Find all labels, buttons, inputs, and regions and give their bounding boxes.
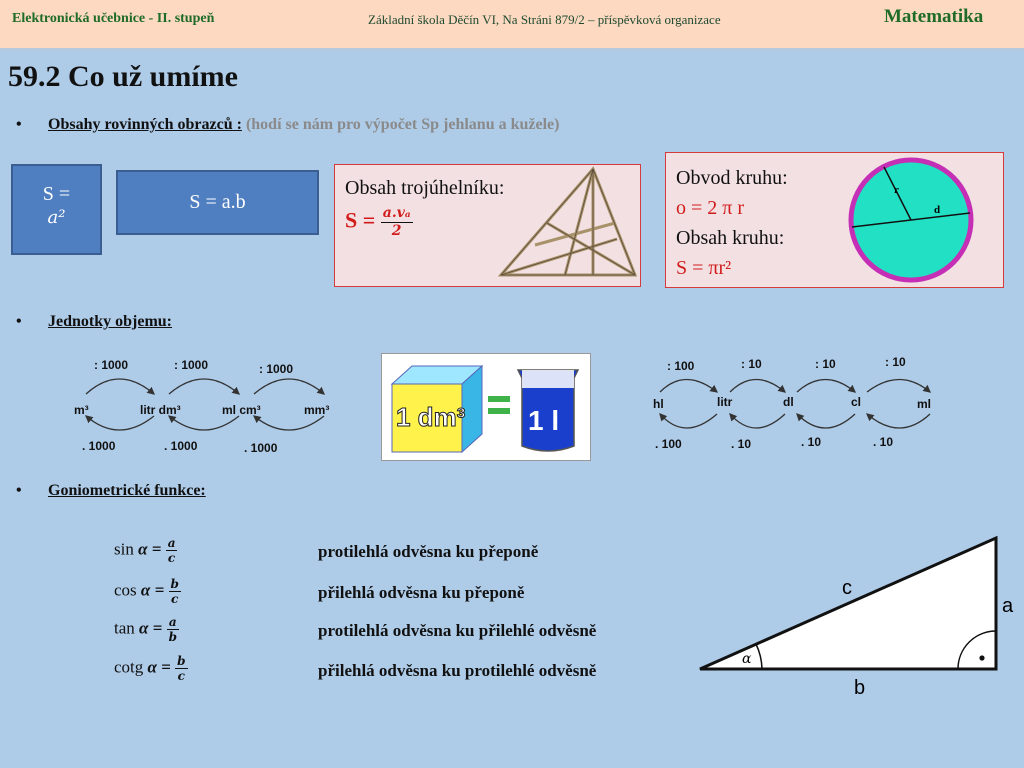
header-school-text: Základní škola Děčín VI, Na Stráni 879/2 – příspěvková organizace (368, 12, 721, 27)
volume-heading-text: Jednotky objemu: (48, 313, 173, 330)
circle-text (676, 163, 788, 283)
left-unit-3: mm³ (304, 403, 330, 417)
cos-fn: cos (114, 580, 137, 600)
areas-heading-text: Obsahy rovinných obrazců : (48, 116, 242, 133)
right-bottom-1: . 10 (731, 437, 752, 451)
cotg-fn: cotg (114, 657, 144, 677)
left-unit-1: litr dm³ (140, 403, 181, 417)
tan-fn: tan (114, 618, 135, 638)
left-top-0: : 1000 (94, 358, 129, 372)
cotg-formula (114, 654, 188, 683)
right-bottom-0: . 100 (655, 437, 682, 451)
tan-formula (114, 615, 179, 644)
cos-description: přilehlá odvěsna ku přeponě (318, 583, 525, 602)
trig-heading-text: Goniometrické funkce: (48, 482, 206, 499)
sin-alpha: α = (138, 539, 162, 559)
tan-den: b (168, 630, 178, 644)
volume-picture (381, 353, 591, 461)
cos-alpha: α = (140, 580, 165, 600)
header-left-text: Elektronická učebnice - II. stupeň (12, 11, 215, 26)
triangle-fraction-num: a.vₐ (382, 205, 411, 221)
sin-den: c (167, 551, 176, 565)
right-top-1: : 10 (741, 357, 762, 371)
perimeter-label: Obvod kruhu: (676, 167, 788, 189)
right-unit-1: litr (717, 395, 733, 409)
square-area-box (11, 164, 102, 255)
right-bottom-2: . 10 (801, 435, 822, 449)
triangle-formula-lhs: S = (345, 207, 376, 233)
right-unit-2: dl (783, 395, 794, 409)
cotg-fraction (175, 654, 187, 683)
rectangle-formula: S = a.b (189, 191, 246, 213)
left-bottom-0: . 1000 (82, 439, 116, 453)
section-areas-heading: • Obsahy rovinných obrazců : (hodí se nám pro výpočet Sp jehlanu a kužele) (16, 116, 560, 133)
square-formula: a² (47, 207, 66, 228)
liter-label: 1 l (528, 405, 560, 436)
alpha-label: α (742, 651, 752, 667)
area-formula: S = πr² (676, 257, 732, 279)
right-top-3: : 10 (885, 355, 906, 369)
sin-fraction (166, 536, 178, 565)
radius-label: r (894, 184, 899, 196)
opposite-label: a (1002, 595, 1014, 617)
left-top-2: : 1000 (259, 362, 294, 376)
cotg-description: přilehlá odvěsna ku protilehlé odvěsně (318, 661, 597, 680)
cotg-num: b (177, 654, 186, 668)
cotg-alpha: α = (147, 657, 171, 677)
adjacent-label: b (854, 677, 866, 699)
left-bottom-1: . 1000 (164, 439, 198, 453)
left-unit-0: m³ (74, 403, 89, 417)
area-label: Obsah kruhu: (676, 227, 785, 249)
triangle-fraction-den: 2 (391, 223, 402, 239)
triangle-label: Obsah trojúhelníku: (345, 177, 505, 199)
areas-note-text: (hodí se nám pro výpočet Sp jehlanu a kužele) (245, 116, 560, 133)
volume-units-right (645, 352, 945, 456)
sin-fn: sin (114, 539, 134, 559)
sin-formula (114, 536, 177, 565)
header-subject: Matematika (884, 6, 984, 27)
circle-box (665, 152, 1004, 288)
triangle-formula (345, 205, 413, 240)
hypotenuse-label: c (842, 577, 852, 599)
left-top-1: : 1000 (174, 358, 209, 372)
cos-num: b (170, 577, 179, 591)
cos-formula (114, 577, 181, 606)
triangle-area-box (334, 164, 641, 287)
left-bottom-2: . 1000 (244, 441, 278, 455)
right-bottom-3: . 10 (873, 435, 894, 449)
tan-num: a (167, 615, 179, 630)
right-triangle-diagram (690, 528, 1024, 700)
right-top-2: : 10 (815, 357, 836, 371)
cotg-den: c (177, 669, 185, 683)
tan-description: protilehlá odvěsna ku přilehlé odvěsně (318, 621, 597, 640)
dm-to-liter-diagram (382, 354, 590, 460)
square-label: S = (42, 183, 71, 205)
right-unit-0: hl (653, 397, 664, 411)
diameter-label: d (934, 204, 941, 216)
circle-diagram (846, 155, 976, 285)
triangle-sketch (495, 165, 641, 287)
cos-fraction (169, 577, 181, 606)
page-title: 59.2 Co už umíme (8, 60, 238, 93)
rectangle-area-box (116, 170, 319, 235)
tan-alpha: α = (139, 618, 163, 638)
sin-num: a (167, 536, 176, 550)
section-volume-heading: • Jednotky objemu: (16, 313, 173, 330)
right-top-0: : 100 (667, 359, 695, 373)
right-unit-4: ml (917, 397, 932, 411)
cos-den: c (171, 592, 179, 606)
triangle-fraction (381, 205, 413, 240)
sin-description: protilehlá odvěsna ku přeponě (318, 542, 539, 561)
volume-units-left (64, 352, 364, 456)
section-trig-heading: • Goniometrické funkce: (16, 482, 206, 499)
left-unit-2: ml cm³ (222, 403, 261, 417)
right-unit-3: cl (851, 395, 862, 409)
cube-label: 1 dm³ (396, 402, 466, 432)
tan-fraction (167, 615, 179, 644)
perimeter-formula: o = 2 π r (676, 197, 745, 219)
